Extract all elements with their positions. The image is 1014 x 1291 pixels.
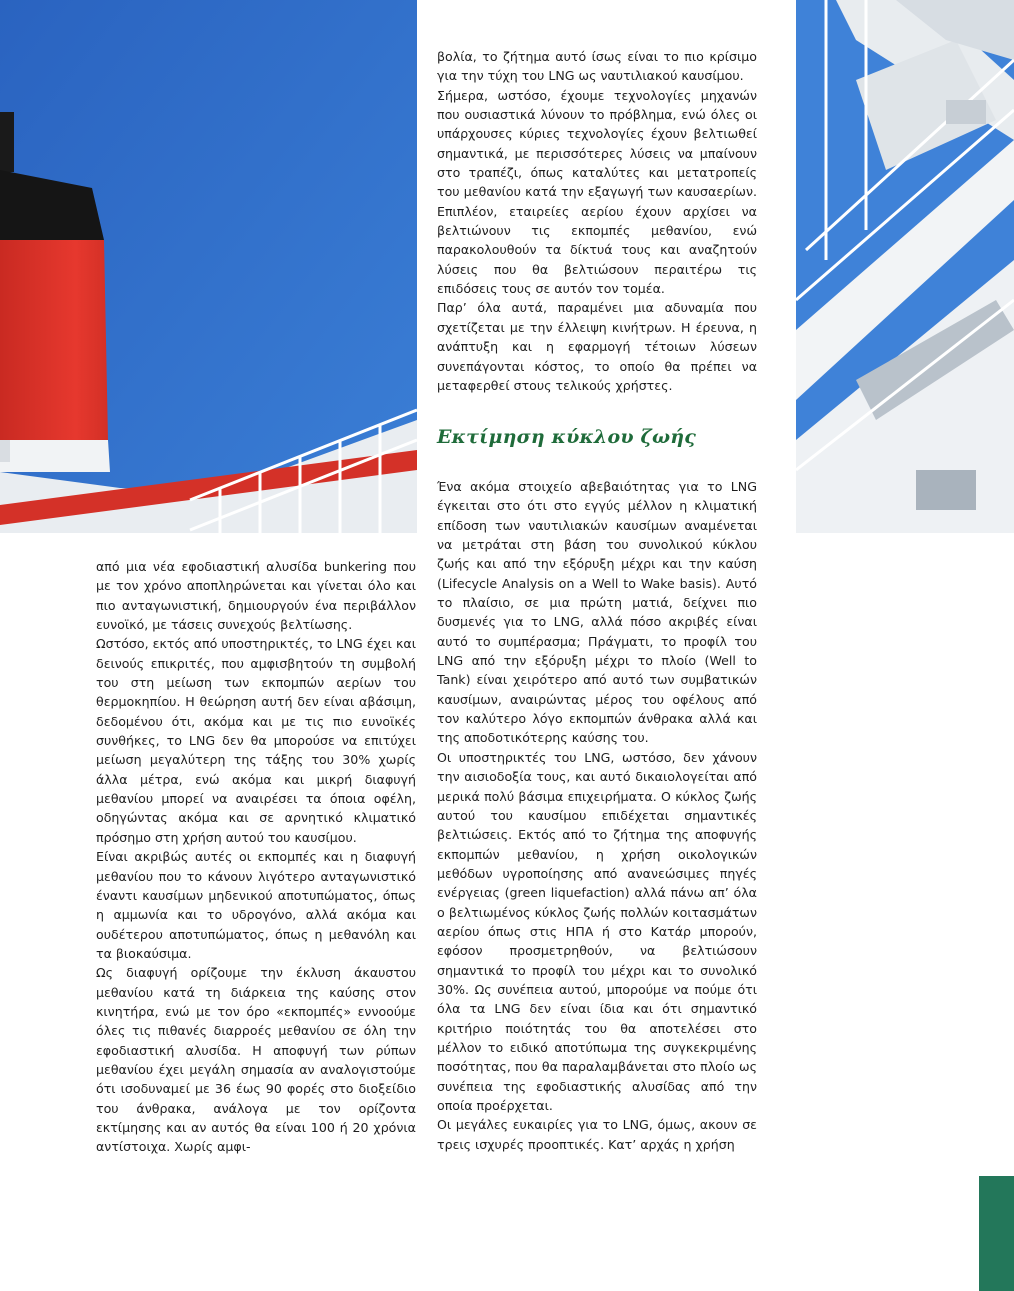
paragraph: Ως διαφυγή ορίζουμε την έκλυση άκαυστου μεθανίου κατά τη διάρκεια της καύσης στον κινητήρα, ενώ με τον όρο «εκπομπές» εννοούμε όλες τις πιθανές διαρροές μεθανίου σε όλη την εφοδιαστική αλυσίδα. Η αποφυγή των ρύπων μεθανίου έχει μεγάλη σημασία αν αναλογιστούμε ότι ισοδυναμεί με 36 έως 90 φορές στο διοξείδιο του άνθρακα, ανάλογα με τον ορίζοντα εκτίμησης και αν αυτός θα είναι 100 ή 20 χρόνια αντίστοιχα. Χωρίς αμφι- (96, 965, 416, 1155)
ship-funnel-photo (0, 0, 417, 533)
ship-deck-photo (796, 0, 1014, 533)
section-heading: Εκτίμηση κύκλου ζωής (437, 426, 697, 448)
paragraph: Ένα ακόμα στοιχείο αβεβαιότητας για το LNG έγκειται στο ότι στο εγγύς μέλλον η κλιματική επίδοση των ναυτιλιακών καυσίμων αναμένεται να μετράται στη βάση του συνολικού κύκλου ζωής και από την εξόρυξη μέχρι και την καύση (Lifecycle Analysis on a Well to Wake basis). Αυτό το πλαίσιο, σε μια πρώτη ματιά, δείχνει πιο δυσμενές για το LNG, αλλά πόσο ακριβές είναι αυτό το συμπέρασμα; Πράγματι, το προφίλ του LNG από την εξόρυξη μέχρι το πλοίο (Well to Tank) είναι χειρότερο από αυτό των συμβατικών καυσίμων, αναιρώντας μέρος του οφέλους από τον καλύτερο λόγο εκπομπών άνθρακα αλλά και της αποδοτικότερης καύσης του. (437, 479, 757, 746)
paragraph: Οι μεγάλες ευκαιρίες για το LNG, όμως, ακουν σε τρεις ισχυρές προοπτικές. Κατ’ αρχάς η χρήση (437, 1117, 757, 1152)
paragraph: Παρ’ όλα αυτά, παραμένει μια αδυναμία που σχετίζεται με την έλλειψη κινήτρων. Η έρευνα, η ανάπτυξη και η εφαρμογή τέτοιων λύσεων συνεπάγονται κόστος, το οποίο θα πρέπει να μεταφερθεί στους τελικούς χρήστες. (437, 300, 757, 393)
article-column-left (96, 557, 416, 1157)
paragraph: από μια νέα εφοδιαστική αλυσίδα bunkering που με τον χρόνο αποπληρώνεται και γίνεται όλο και πιο ανταγωνιστική, δημιουργούν ένα περιβάλλον ευνοϊκό, με τάσεις συνεχούς βελτίωσης. (96, 559, 416, 633)
page-edge-tab (979, 1176, 1014, 1291)
paragraph: Οι υποστηρικτές του LNG, ωστόσο, δεν χάνουν την αισιοδοξία τους, και αυτό δικαιολογείται από μερικά πολύ βάσιμα επιχειρήματα. Ο κύκλος ζωής αυτού του καυσίμου επιδέχεται σημαντικές βελτιώσεις. Εκτός από το ζήτημα της αποφυγής εκπομπών μεθανίου, η χρήση οικολογικών μεθόδων υγροποίησης από ανανεώσιμες πηγές ενέργειας (green liquefaction) αλλά πάνω απ’ όλα ο βελτιωμένος κύκλος ζωής πολλών κοιτασμάτων αερίου όπως στις ΗΠΑ ή στο Κατάρ μπορούν, εφόσον προσμετρηθούν, να βελτιώσουν σημαντικά το προφίλ του μέχρι και το συνολικό 30%. Ως συνέπεια αυτού, μπορούμε να πούμε ότι όλα τα LNG δεν είναι ίδια και ότι σημαντικό κριτήριο ποιότητάς του θα αποτελέσει στο μέλλον το ειδικό αποτύπωμα της συγκεκριμένης ποσότητας, που θα παραλαμβάνεται στο πλοίο ως συνέπεια της εφοδιαστικής αλυσίδας από την οποία προέρχεται. (437, 749, 757, 1113)
paragraph: βολία, το ζήτημα αυτό ίσως είναι το πιο κρίσιμο για την τύχη του LNG ως ναυτιλιακού καυσίμου. (437, 49, 757, 84)
article-column-right-top (437, 47, 757, 395)
article-column-right-bottom (437, 477, 757, 1154)
paragraph: Ωστόσο, εκτός από υποστηρικτές, το LNG έχει και δεινούς επικριτές, που αμφισβητούν τη συμβολή του στη μείωση των εκπομπών αερίων του θερμοκηπίου. Η θεώρηση αυτή δεν είναι αβάσιμη, δεδομένου ότι, ακόμα και με τις πιο ευνοϊκές συνθήκες, το LNG δεν θα μπορούσε να επιτύχει μείωση μεγαλύτερη της τάξης του 30% χωρίς άλλα μέτρα, ενώ ακόμα και μικρή διαφυγή μεθανίου μπορεί να αναιρέσει τα όποια οφέλη, οδηγώντας ακόμα και σε αρνητικό κλιματικό πρόσημο στη χρήση αυτού του καυσίμου. (96, 636, 416, 845)
paragraph: Σήμερα, ωστόσο, έχουμε τεχνολογίες μηχανών που ουσιαστικά λύνουν το πρόβλημα, ενώ όλες οι υπάρχουσες κύριες τεχνολογίες έχουν βελτιωθεί σημαντικά, με περισσότερες λύσεις να μπαίνουν στο τραπέζι, όπως καταλύτες και μετατροπείς του μεθανίου κατά την εξαγωγή των καυσαερίων. Επιπλέον, εταιρείες αερίου έχουν αρχίσει να βελτιώνουν τις εκπομπές μεθανίου, ενώ παρακολουθούν τα δίκτυά τους και αναζητούν λύσεις που θα βελτιώσουν περαιτέρω τις επιδόσεις τους σε αυτόν τον τομέα. (437, 87, 757, 297)
paragraph: Είναι ακριβώς αυτές οι εκπομπές και η διαφυγή μεθανίου που το κάνουν λιγότερο ανταγωνιστικό έναντι καυσίμων μηδενικού αποτυπώματος, όπως η αμμωνία και το υδρογόνο, αλλά ακόμα και ουδέτερου αποτυπώματος, όπως η μεθανόλη και τα βιοκαύσιμα. (96, 849, 416, 961)
